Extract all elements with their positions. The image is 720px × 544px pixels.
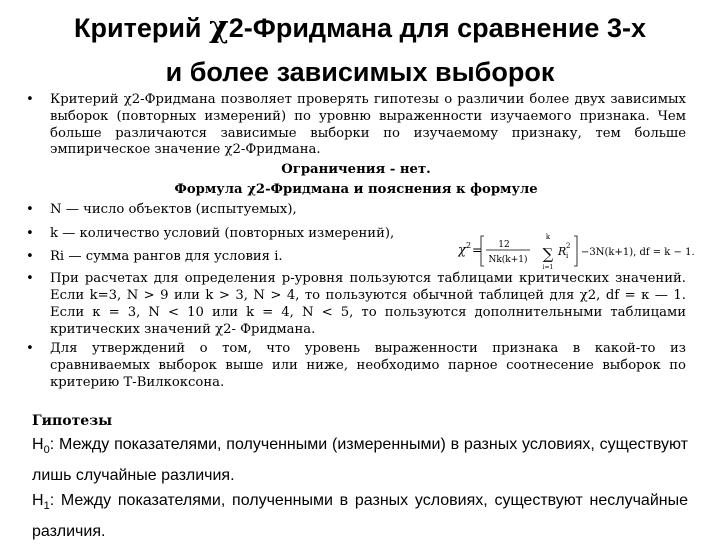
critical-text-1: При расчетах для определения р-уровня пользуются таблицами критических значений. Если k=3, N > 9 или k > 3, N > 4, то пользуются обычной таблицей для — [50, 271, 686, 303]
formula-sq: 2 — [466, 241, 472, 250]
h1-sub: 1 — [43, 500, 50, 513]
slide-title — [0, 6, 720, 94]
critical-text-2: 2, df = к — 1. Если к = 3, N < 10 или k = 4, N < 5, то пользуются дополнительными таблицами критических значений — [50, 287, 686, 337]
formula-eq: = — [472, 243, 483, 257]
intro-item — [26, 92, 686, 159]
hypotheses-title: Гипотезы — [32, 413, 113, 429]
h0-sub: 0 — [43, 444, 50, 457]
definition-text: N — число объектов (испытуемых), — [50, 201, 297, 217]
rank-sum-sup: 2 — [566, 242, 571, 250]
sum-upper: k — [545, 233, 551, 241]
bullet-icon: • — [26, 271, 34, 287]
formula-chi: χ — [458, 243, 466, 258]
intro-text-2: 2-Фридмана позволяет проверять гипотезы о различии более двух зависимых выборок (повторных измерений) по уровню выраженности изучаемого признака. Чем больше различаются зависимые выборки по изучаемому признаку, тем больше эмпирическое значение — [50, 92, 686, 158]
h0-letter: H — [32, 436, 44, 453]
pairwise-text: Для утверждений о том, что уровень выраженности признака в какой-то из сравниваемых выборок выше или ниже, необходимо парное соотнесение выборок по критерию Т-Вилкоксона. — [50, 341, 686, 390]
hypothesis-h0 — [32, 432, 688, 488]
chi-symbol: χ — [247, 181, 256, 197]
title-line-1 — [0, 6, 720, 50]
chi-symbol: χ — [215, 321, 224, 337]
intro-text-1: Критерий — [50, 92, 124, 107]
pairwise-item — [26, 341, 686, 391]
rank-sum-term: R — [558, 245, 567, 258]
definition-n — [26, 202, 686, 219]
definition-text: Ri — сумма рангов для условия i. — [50, 249, 283, 265]
critical-text-3: 2- Фридмана. — [223, 321, 316, 337]
title-prefix: Критерий — [74, 13, 202, 43]
formula-tail: −3N(k+1), df = k − 1. — [581, 247, 695, 258]
formula-heading-suffix: 2-Фридмана и пояснения к формуле — [255, 181, 538, 197]
definition-text: k — количество условий (повторных измерений), — [50, 225, 395, 241]
sum-icon: ∑ — [542, 245, 554, 263]
bullet-icon: • — [26, 341, 34, 357]
rank-sum-sub: i — [566, 252, 569, 260]
intro-text-3: 2-Фридмана. — [232, 142, 321, 158]
chi-symbol: χ — [123, 92, 132, 107]
bullet-icon: • — [26, 92, 34, 107]
bullet-icon: • — [26, 225, 34, 241]
chi-symbol: χ — [209, 10, 229, 45]
h1-text: : Между показателями, полученными в разных условиях, существуют неслучайные различия. — [32, 492, 688, 541]
friedman-formula — [458, 228, 698, 272]
restrictions-heading: Ограничения - нет. — [281, 162, 431, 178]
chi-symbol: χ — [224, 142, 233, 158]
bullet-icon: • — [26, 201, 34, 217]
formula-heading-prefix: Формула — [174, 181, 248, 197]
formula-numerator: 12 — [498, 240, 510, 250]
formula-denominator: Nk(k+1) — [488, 255, 528, 265]
title-suffix: 2-Фридмана для сравнение 3-х — [228, 13, 646, 43]
h1-letter: H — [32, 492, 44, 510]
hypothesis-h1 — [32, 488, 688, 544]
critical-values-item — [26, 271, 686, 338]
hypotheses-block — [32, 410, 688, 544]
title-line-2: и более зависимых выборок — [165, 57, 555, 87]
h0-text: : Между показателями, полученными (измеренными) в разных условиях, существуют лишь случайные различия. — [32, 436, 688, 485]
right-bracket — [574, 236, 577, 266]
sum-lower: i=1 — [542, 264, 554, 271]
bullet-icon: • — [26, 249, 34, 265]
formula-heading — [26, 182, 686, 199]
chi-symbol: χ — [579, 287, 588, 303]
